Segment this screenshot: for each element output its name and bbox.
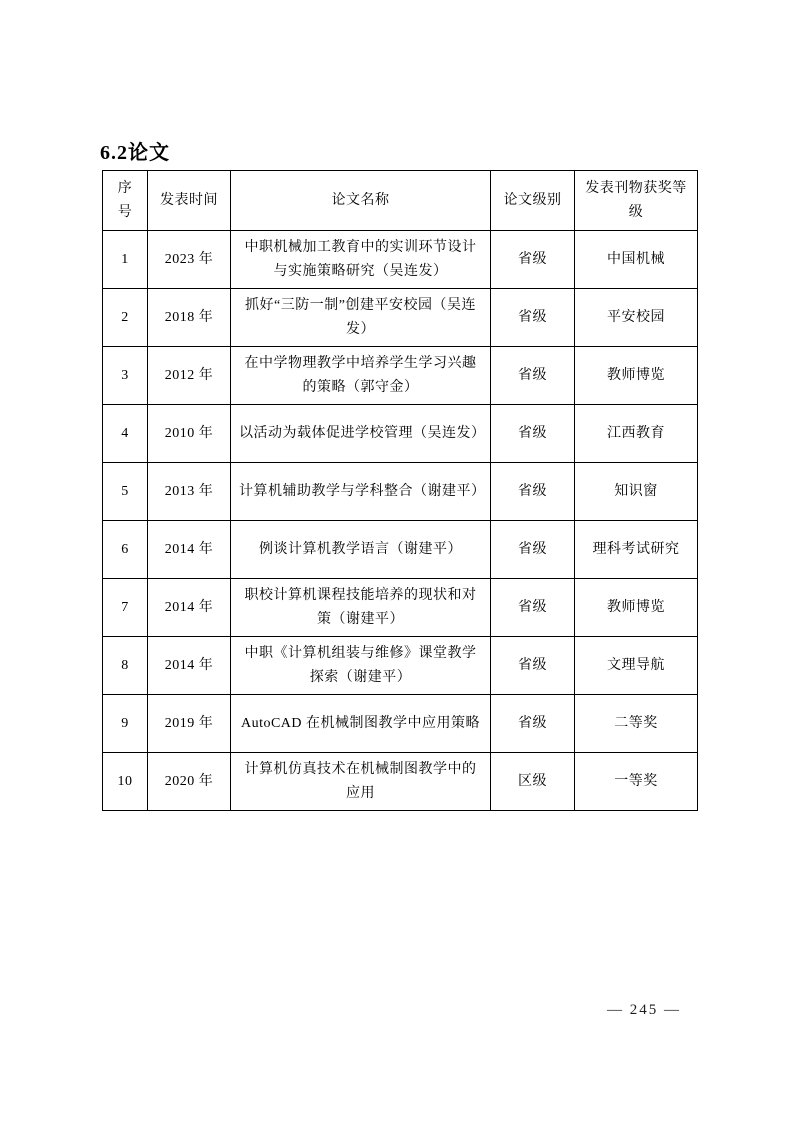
cell-level: 省级 [491, 231, 575, 289]
cell-date: 2014 年 [148, 637, 231, 695]
table-row [103, 637, 698, 695]
cell-award: 平安校园 [575, 289, 698, 347]
cell-award: 二等奖 [575, 695, 698, 753]
cell-index: 10 [103, 753, 148, 811]
cell-award: 中国机械 [575, 231, 698, 289]
cell-date: 2019 年 [148, 695, 231, 753]
header-title: 论文名称 [231, 171, 491, 231]
cell-title: 中职机械加工教育中的实训环节设计与实施策略研究（吴连发） [231, 231, 491, 289]
cell-date: 2014 年 [148, 579, 231, 637]
cell-level: 区级 [491, 753, 575, 811]
cell-index: 5 [103, 463, 148, 521]
table-row [103, 521, 698, 579]
table-row [103, 347, 698, 405]
cell-award: 教师博览 [575, 579, 698, 637]
cell-title: 职校计算机课程技能培养的现状和对策（谢建平） [231, 579, 491, 637]
cell-award: 教师博览 [575, 347, 698, 405]
cell-index: 1 [103, 231, 148, 289]
page-number: — 245 — [607, 1002, 681, 1018]
cell-level: 省级 [491, 521, 575, 579]
table-header-row [103, 171, 698, 231]
section-heading: 6.2论文 [100, 142, 170, 164]
cell-index: 9 [103, 695, 148, 753]
cell-title: 例谈计算机教学语言（谢建平） [231, 521, 491, 579]
header-index: 序号 [103, 171, 148, 231]
cell-index: 6 [103, 521, 148, 579]
cell-date: 2018 年 [148, 289, 231, 347]
cell-title: 中职《计算机组装与维修》课堂教学探索（谢建平） [231, 637, 491, 695]
cell-index: 2 [103, 289, 148, 347]
table-row [103, 405, 698, 463]
cell-date: 2012 年 [148, 347, 231, 405]
cell-date: 2014 年 [148, 521, 231, 579]
table-row [103, 463, 698, 521]
cell-index: 7 [103, 579, 148, 637]
cell-award: 知识窗 [575, 463, 698, 521]
cell-title: 计算机仿真技术在机械制图教学中的应用 [231, 753, 491, 811]
cell-index: 4 [103, 405, 148, 463]
cell-award: 理科考试研究 [575, 521, 698, 579]
header-date: 发表时间 [148, 171, 231, 231]
cell-level: 省级 [491, 695, 575, 753]
cell-level: 省级 [491, 289, 575, 347]
cell-level: 省级 [491, 347, 575, 405]
cell-title: 以活动为载体促进学校管理（吴连发） [231, 405, 491, 463]
table-row [103, 231, 698, 289]
cell-award: 文理导航 [575, 637, 698, 695]
table-row [103, 579, 698, 637]
cell-date: 2013 年 [148, 463, 231, 521]
cell-level: 省级 [491, 463, 575, 521]
cell-date: 2020 年 [148, 753, 231, 811]
cell-title: AutoCAD 在机械制图教学中应用策略 [231, 695, 491, 753]
table-row [103, 289, 698, 347]
header-award: 发表刊物获奖等级 [575, 171, 698, 231]
cell-date: 2023 年 [148, 231, 231, 289]
header-level: 论文级别 [491, 171, 575, 231]
cell-level: 省级 [491, 579, 575, 637]
cell-index: 8 [103, 637, 148, 695]
cell-title: 计算机辅助教学与学科整合（谢建平） [231, 463, 491, 521]
cell-award: 一等奖 [575, 753, 698, 811]
cell-index: 3 [103, 347, 148, 405]
table-row [103, 695, 698, 753]
cell-date: 2010 年 [148, 405, 231, 463]
cell-title: 抓好“三防一制”创建平安校园（吴连发） [231, 289, 491, 347]
cell-level: 省级 [491, 405, 575, 463]
papers-table [102, 170, 698, 811]
cell-award: 江西教育 [575, 405, 698, 463]
cell-title: 在中学物理教学中培养学生学习兴趣的策略（郭守金） [231, 347, 491, 405]
cell-level: 省级 [491, 637, 575, 695]
table-row [103, 753, 698, 811]
